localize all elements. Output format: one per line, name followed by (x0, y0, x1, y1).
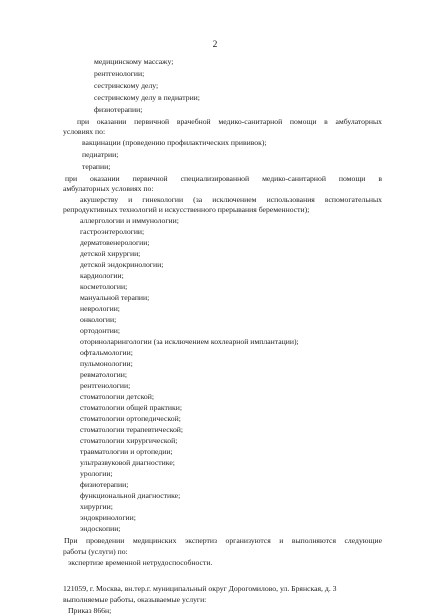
text-line: условиях по: (63, 127, 106, 136)
text-line: эндоскопии; (80, 524, 121, 533)
text-line: рентгенологии; (80, 381, 131, 390)
text-line: неврологии; (80, 304, 120, 313)
text-line: амбулаторных условиях по: (63, 184, 154, 193)
text-line: При проведении медицинских экспертиз организуются и выполняются следующие (64, 536, 382, 545)
text-line: стоматологии детской; (80, 392, 155, 401)
text-line: дерматовенерологии; (80, 238, 150, 247)
page-number: 2 (212, 40, 218, 50)
text-line: акушерству и гинекологии (за исключением использования вспомогательных (80, 195, 382, 204)
text-line: работы (услуги) по: (63, 547, 128, 556)
text-line: онкологии; (80, 315, 117, 324)
text-line: физиотерапии; (94, 105, 143, 114)
text-line: аллергологии и иммунологии; (80, 216, 179, 225)
address-line: 121059, г. Москва, вн.тер.г. муниципальный округ Дорогомилово, ул. Брянская, д. 3 (63, 584, 337, 593)
text-line: хирургии; (80, 502, 113, 511)
text-line: урологии; (80, 469, 113, 478)
text-line: стоматологии терапевтической; (80, 425, 184, 434)
text-line: детской хирургии; (80, 249, 141, 258)
text-line: педиатрии; (82, 150, 119, 159)
text-line: функциональной диагностике; (80, 491, 181, 500)
text-line: медицинскому массажу; (94, 57, 174, 66)
text-line: оториноларингологии (за исключением кохлеарной имплантации); (80, 337, 299, 346)
text-line: мануальной терапии; (80, 293, 150, 302)
text-line: терапии; (82, 162, 111, 171)
text-line: стоматологии общей практики; (80, 403, 182, 412)
text-line: кардиологии; (80, 271, 124, 280)
text-line: офтальмологии; (80, 348, 133, 357)
text-line: эндокринологии; (80, 513, 136, 522)
text-line: сестринскому делу; (94, 81, 159, 90)
text-line: выполняемые работы, оказываемые услуги: (63, 595, 207, 604)
text-line: пульмонологии; (80, 359, 133, 368)
text-line: ультразвуковой диагностике; (80, 458, 175, 467)
text-line: при оказании первичной врачебной медико-санитарной помощи в амбулаторных (77, 117, 382, 126)
text-line: сестринскому делу в педиатрии; (94, 93, 200, 102)
text-line: гастроэнтерологии; (80, 227, 145, 236)
text-line: косметологии; (80, 282, 128, 291)
text-line: стоматологии ортопедической; (80, 414, 181, 423)
text-line: ортодонтии; (80, 326, 121, 335)
text-line: экспертизе временной нетрудоспособности. (68, 558, 213, 567)
text-line: репродуктивных технологий и искусственного прерывания беременности); (63, 205, 310, 214)
text-line: рентгенологии; (94, 69, 145, 78)
text-line: вакцинации (проведению профилактических прививок); (82, 138, 267, 147)
text-line: травматологии и ортопедии; (80, 447, 173, 456)
text-line: ревматологии; (80, 370, 127, 379)
text-line: при оказании первичной специализированной медико-санитарной помощи в (65, 174, 382, 183)
text-line: физиотерапии; (80, 480, 129, 489)
text-line: стоматологии хирургической; (80, 436, 178, 445)
text-line: Приказ 866н; (68, 606, 112, 615)
text-line: детской эндокринологии; (80, 260, 164, 269)
